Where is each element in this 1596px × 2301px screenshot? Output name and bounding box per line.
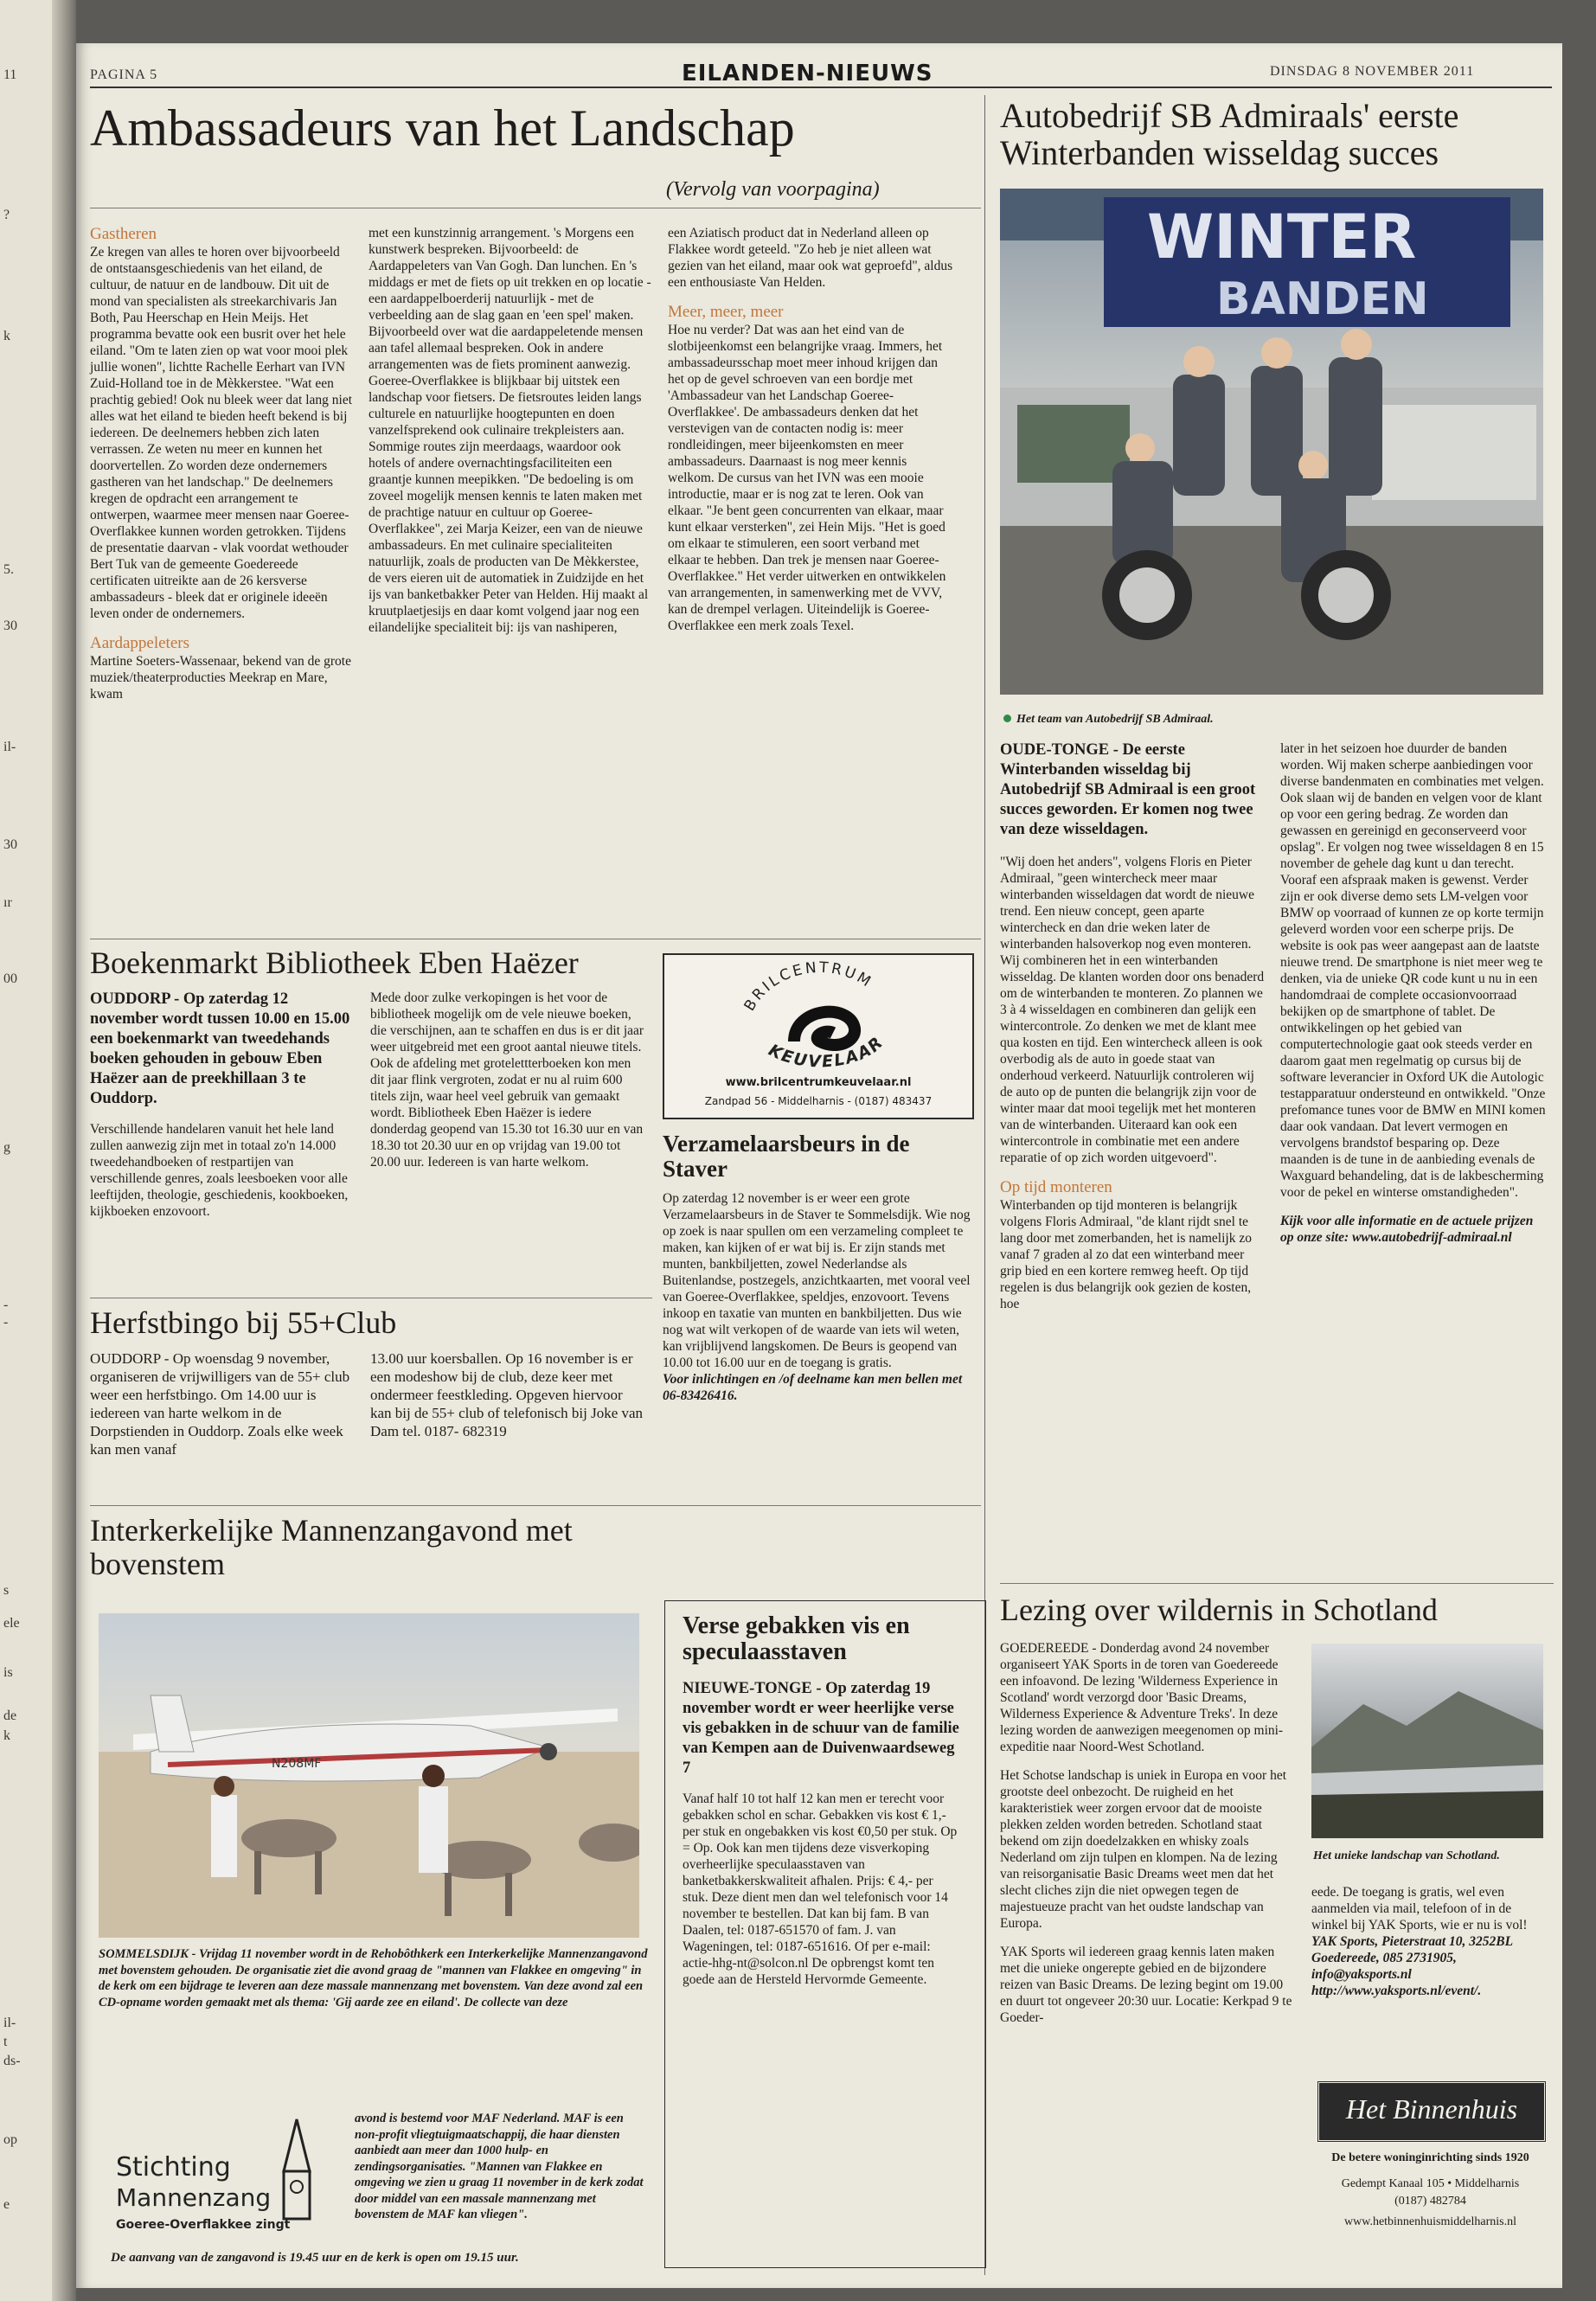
margin-fragment: il- xyxy=(3,2016,16,2030)
margin-fragment: ır xyxy=(3,895,12,910)
subheading-meer: Meer, meer, meer xyxy=(668,303,784,321)
brilcentrum-advert xyxy=(663,953,974,1119)
brilcentrum-logo xyxy=(664,955,972,1085)
logo-line-zingt: Goeree-Overflakkee zingt xyxy=(116,2218,291,2232)
yak-sports-contact: YAK Sports, Pieterstraat 10, 3252BL Goedereede, 085 2731905, info@yaksports.nl http://www.yaksports.nl/event/. xyxy=(1311,1934,1513,1998)
autobedrijf-team-photo xyxy=(1000,189,1543,695)
article-text: Op zaterdag 12 november is er weer een grote Verzamelaarsbeurs in de Staver te Sommelsdijk. Wie nog op zoek is naar spullen om een verzameling compleet te maken, kan kijken of er wat bij is. Er zijn stands met munten, bankbiljetten, zowel Nederlandse als Buitenlandse, postzegels, anzichtkaarten, met vooral veel van Goeree-Overflakkee, speldjes, enzovoort. Tevens inkoop en taxatie van munten en bankbiljetten. Dus wie nog wat wilt verkopen of de waarde van iets wil weten, kan vrijblijvend langskomen. De Beurs is geopend van 10.00 tot 16.00 uur en de toegang is gratis. xyxy=(663,1191,971,1370)
article-text: Mede door zulke verkopingen is het voor de bibliotheek mogelijk om de vele nieuwe boeken, die verschijnen, aan te schaffen en dus is er dit jaar weer uitgebreid met een groot aantal nieuwe titels. Ook de afdeling met grotelettterboeken kon men dit jaar flink vergroten, zodat er nu al ruim 600 titels zijn, waar heel veel gebruik van gemaakt wordt. Bibliotheek Eben Haëzer is iedere donderdag geopend van 15.30 tot 16.30 uur en van 18.30 tot 20.30 uur en op vrijdag van 19.00 tot 20.00 uur. Iedereen is van harte welkom. xyxy=(370,990,644,1170)
ambassadeurs-headline: Ambassadeurs van het Landschap xyxy=(90,99,795,157)
article-text: een Aziatisch product dat in Nederland alleen op Flakkee wordt geteeld. "Zo heb je niet alleen wat gezien van het eiland, maar ook wat geproefd", aldus een enthousiaste Van Helden. xyxy=(668,226,953,290)
article-text: Winterbanden op tijd monteren is belangrijk volgens Floris Admiraal, "de klant rijdt snel te lang door met zomerbanden, het is namelijk zo vanaf 7 graden al zo dat een winterband meer grip bied en een kortere remweg heeft. Op tijd regelen is dus belangrijk ook gezien de kosten, hoe xyxy=(1000,1198,1252,1311)
page-gutter-shadow xyxy=(52,0,76,2301)
margin-fragment: ? xyxy=(3,208,10,222)
ambassadeurs-col-2 xyxy=(369,225,654,636)
margin-fragment: ele xyxy=(3,1616,20,1631)
brilcentrum-arc-top: BRILCENTRUM xyxy=(740,958,876,1015)
boekenmarkt-col-2 xyxy=(370,990,647,1170)
article-text: Vanaf half 10 tot half 12 kan men er terecht voor gebakken schol en schar. Gebakken vis kost € 1,- per stuk en ongebakken vis kost €0,50 per stuk. Op = Op. Ook kan men tijdens deze visverkoping overheerlijke speculaasstaven van banketbakkerskwaliteit afhalen. Prijs: € 4,- per stuk. Deze dient men dan wel telefonisch voor 14 november te bestellen. Dat kan bij fam. B van Daalen, tel: 0187-651570 of fam. J. van Wageningen, tel: 0187-651616. Of per e-mail: actie-hhg-nt@solcon.nl De opbrengst komt ten goede aan de Hersteld Hervormde Gemeente. xyxy=(683,1791,958,1987)
binnenhuis-slogan: De betere woninginrichting sinds 1920 xyxy=(1331,2151,1529,2164)
airplane-photo-illustration xyxy=(99,1613,639,1938)
schotland-col-2 xyxy=(1311,1884,1549,1999)
mannenzang-footer: De aanvang van de zangavond is 19.45 uur en de kerk is open om 19.15 uur. xyxy=(111,2251,519,2265)
article-text: 13.00 uur koersballen. Op 16 november is er een modeshow bij de club, deze keer met ondermeer feestkleding. Opgeven hiervoor kan bij de 55+ club of telefonisch bij Joke van Dam tel. 0187- 682319 xyxy=(370,1350,644,1439)
margin-fragment: de xyxy=(3,1708,17,1723)
herfstbingo-headline: Herfstbingo bij 55+Club xyxy=(90,1305,397,1340)
ambassadeurs-col-1 xyxy=(90,225,354,702)
article-text: SOMMELSDIJK - Vrijdag 11 november wordt in de Rehobôthkerk een Interkerkelijke Mannenzangavond met bovenstem gehouden. De organisatie ziet die avond graag de "mannen van Flakkee en omgeving" in de kerk om een bijdrage te leveren aan deze massale mannenzang met bovenstem. Van deze avond zal een CD-opname worden gemaakt met als thema: 'Gij aarde zee en eiland'. De collecte van deze xyxy=(99,1947,648,2009)
margin-fragment: - xyxy=(3,1298,9,1312)
subheading-aardappeleters: Aardappeleters xyxy=(90,634,189,652)
mannenzang-caption-1 xyxy=(99,1946,652,2010)
margin-fragment: il- xyxy=(3,740,16,754)
margin-fragment: e xyxy=(3,2197,10,2212)
margin-fragment: op xyxy=(3,2132,17,2147)
banner-word-winter: WINTER xyxy=(1147,202,1417,272)
mannenzang-caption-2 xyxy=(355,2111,649,2223)
margin-fragment: - xyxy=(3,1315,9,1330)
binnenhuis-phone: (0187) 482784 xyxy=(1394,2195,1466,2208)
boekenmarkt-headline: Boekenmarkt Bibliotheek Eben Haëzer xyxy=(90,945,579,980)
landscape-illustration xyxy=(1311,1644,1543,1838)
autobedrijf-headline: Autobedrijf SB Admiraals' eerste Winterbanden wisseldag succes xyxy=(1000,96,1459,173)
article-text: YAK Sports wil iedereen graag kennis laten maken met die unieke ongerepte gebied en de bijzondere reizen van Basic Dreams. De lezing begint om 19.00 en duurt tot ongeveer 20:30 uur. Locatie: Kerkpad 9 te Goeder- xyxy=(1000,1945,1292,2025)
article-text: GOEDEREEDE - Donderdag avond 24 november organiseert YAK Sports in de toren van Goedereede een infoavond. De lezing 'Wilderness Experience in Scotland' wordt verzorgd door 'Basic Dreams, Wilderness Experience & Adventure Treks'. In deze lezing worden de aanwezigen meegenomen op mini-expeditie naar Noord-West Schotland. xyxy=(1000,1641,1284,1754)
article-text: later in het seizoen hoe duurder de banden worden. Wij maken scherpe aanbiedingen voor diverse bandenmaten en combinaties met velgen. Ook slaan wij de banden en velgen voor de klant op voor een gering bedrag. Ze worden dan gewassen en gereinigd en geconserveerd voor opslag". Er volgen nog twee wisseldagen 8 en 15 november de gehele dag kunt u dan terecht. Vooraf een afspraak maken is gewenst. Verder zijn er ook diverse demo sets LM-velgen voor BMW op voorraad of kunnen ze op korte termijn geleverd worden voor een scherpe prijs. De website is ook pas weer aangepast aan de laatste nieuwe trend. De smartphone is niet meer weg te denken, via de unieke QR code kunt u nu in een handomdraai de complete occasionvoorraad bekijken op de smartphone of tablet. De ontwikkelingen op het gebied van computertechnologie gaat ook steeds verder en daarom gaat men regelmatig op cursus bij de software leverancier in Oxford UK die Autologic testapparatuur ondersteund en ontwikkeld. "Onze prefomance tunes voor de BMW en MINI komen daar ook vandaan. Dat levert vermogen en vervolgens brandstof besparing op. Deze maanden is de tune in de aanbieding evenals de Waxguard behandeling, dat is de lakbescherming voor de pekel en winterse omstandigheden". xyxy=(1280,741,1546,1200)
autobedrijf-website-note: Kijk voor alle informatie en de actuele prijzen op onze site: www.autobedrijf-admiraal.nl xyxy=(1280,1214,1534,1245)
banner-word-banden: BANDEN xyxy=(1216,273,1429,325)
margin-fragment: k xyxy=(3,329,10,343)
herfstbingo-col-1 xyxy=(90,1349,354,1458)
binnenhuis-logo-text: Het Binnenhuis xyxy=(1345,2093,1518,2125)
binnenhuis-address: Gedempt Kanaal 105 • Middelharnis xyxy=(1341,2177,1520,2190)
article-text: OUDDORP - Op woensdag 9 november, organiseren de vrijwilligers van de 55+ club weer een herfstbingo. Om 14.00 uur is iedereen van harte welkom in de Dorpstienden in Ouddorp. Zoals elke week kan men vanaf xyxy=(90,1350,350,1458)
gebakken-body xyxy=(683,1679,959,1988)
article-text: Verschillende handelaren vanuit het hele land zullen aanwezig zijn met in totaal zo'n 14.000 tweedehandboeken of restpartijen van verschillende genres, zoals leesboeken voor alle leeftijden, theologie, geschiedenis, kookboeken, kijkboeken enzovoort. xyxy=(90,1122,349,1219)
newspaper-page xyxy=(76,43,1562,2288)
article-text: avond is bestemd voor MAF Nederland. MAF is een non-profit vliegtuigmaatschappij, die haar diensten aanbiedt aan meer dan 1000 hulp- en zendingsorganisaties. "Mannen van Flakkee en omgeving we zien u graag 11 november in de kerk zodat door middel van een massale mannenzang met bovenstem de MAF kan vliegen". xyxy=(355,2112,644,2221)
header-rule xyxy=(90,87,1552,88)
brilcentrum-address: Zandpad 56 - Middelharnis - (0187) 483437 xyxy=(704,1095,933,1107)
section-rule xyxy=(1000,1583,1554,1584)
brilcentrum-url: www.brilcentrumkeuvelaar.nl xyxy=(725,1076,912,1089)
page-number: PAGINA 5 xyxy=(90,67,158,82)
binnenhuis-advert xyxy=(1311,2072,1549,2271)
margin-fragment: 30 xyxy=(3,837,17,852)
margin-fragment: s xyxy=(3,1583,10,1598)
herfstbingo-col-2 xyxy=(370,1349,647,1440)
logo-line-stichting: Stichting xyxy=(116,2152,231,2182)
autobedrijf-col-1 xyxy=(1000,740,1268,1312)
margin-fragment: 11 xyxy=(3,67,17,82)
margin-fragment: is xyxy=(3,1665,13,1680)
verzamelaarsbeurs-headline: Verzamelaarsbeurs in de Staver xyxy=(663,1131,910,1183)
article-text: Ze kregen van alles te horen over bijvoorbeeld de ontstaansgeschiedenis van het eiland, de cultuur, de natuur en de landbouw. Dit uit de mond van specialisten als streekarchivaris Jan Both, Pau Heerschap en Hein Meijs. Het programma bevatte ook een busrit over het hele eiland. "Om te laten zien op wat voor mooi plek jullie wonen", lichtte Rachelle Eerhart van IVN Zuid-Holland toe in de Mèkkerstee. "Wat een prachtig gebied! Ook nu bleek weer dat lang niet alles wat het eiland te bieden heeft bekend is bij iedereen. De deelnemers hebben zich laten verrassen. Ze weten nu meer en kunnen het doorvertellen. Zo worden deze ondernemers gastheren van het landschap." De deelnemers kregen de opdracht een arrangement te ontwerpen, waarmee meer mensen naar Goeree-Overflakkee kunnen worden getrokken. Tijdens de presentatie daarvan - vlak voordat wethouder Bert Tuk van de gemeente Goedereede certificaten uitreikte aan de 26 kersverse ambassadeurs - bleek dat er originele ideeën leven onder de ondernemers. xyxy=(90,245,352,621)
caption-text: Het team van Autobedrijf SB Admiraal. xyxy=(1016,713,1214,726)
schotland-headline: Lezing over wildernis in Schotland xyxy=(1000,1593,1438,1627)
schotland-col-1 xyxy=(1000,1640,1294,2026)
binnenhuis-url: www.hetbinnenhuismiddelharnis.nl xyxy=(1344,2215,1516,2228)
margin-fragment: 30 xyxy=(3,619,17,633)
schotland-caption: Het unieke landschap van Schotland. xyxy=(1313,1849,1500,1862)
scotland-landscape-photo xyxy=(1311,1644,1543,1838)
article-text: eede. De toegang is gratis, wel even aanmelden via mail, telefoon of in de winkel bij YAK Sports, wie er nu is vol! xyxy=(1311,1885,1528,1932)
subheading-op-tijd: Op tijd monteren xyxy=(1000,1178,1112,1196)
autobedrijf-lead: OUDE-TONGE - De eerste Winterbanden wisseldag bij Autobedrijf SB Admiraal is een groot succes geworden. Er komen nog twee van deze wisseldagen. xyxy=(1000,741,1256,838)
boekenmarkt-col-1 xyxy=(90,990,358,1220)
margin-fragment: 00 xyxy=(3,971,17,986)
gebakken-vis-box xyxy=(664,1600,986,2268)
section-rule xyxy=(90,1505,981,1506)
subheading-gastheren: Gastheren xyxy=(90,225,157,243)
autobedrijf-caption xyxy=(1003,713,1214,727)
article-text: "Wij doen het anders", volgens Floris en Pieter Admiraal, "geen wintercheck meer maar winterbanden wisseldagen dat wordt de nieuwe trend. Een nieuw concept, geen aparte wintercheck en dan drie weken later de winterbanden halsoverkop nog even monteren. Wij combineren het in een winterbanden wisseldag. De klanten worden door ons benaderd om de winterbanden te monteren. Zo plannen we 3 à 4 wisseldagen en combineren dan gelijk een wintercontrole. Zo denken we met de klant mee qua kosten en tijd. Een wintercheck alleen is ook overbodig als de auto in goede staat van onderhoud verkeerd. Natuurlijk controleren wij de auto op de punten die belangrijk zijn voor de winter maar dat mooi tegelijk met het monteren van de winterbanden. Uiteraard kan ook een wintercontrole in combinatie met een andere reparatie of op zich worden uitgevoerd". xyxy=(1000,855,1265,1165)
brilcentrum-arc-bottom: KEUVELAAR xyxy=(765,1032,888,1072)
autobedrijf-col-2 xyxy=(1280,740,1548,1246)
article-text: Het Schotse landschap is uniek in Europa en voor het grootste deel onbezocht. De ruigheid en het karakteristiek weer zorgen ervoor dat de mooiste plekken zelden worden betreden. Schotland staat bekend om zijn doedelzakken en whisky zoals Nederland om zijn tulpen en klompen. Na de lezing van reisorganisatie Basic Dreams weet men dat het slecht cliches zijn die niet opwegen tegen de majestueuze pracht van het oudste landschap van Europa. xyxy=(1000,1768,1287,1931)
verzamelaarsbeurs-contact: Voor inlichtingen en /of deelname kan men bellen met 06-83426416. xyxy=(663,1372,963,1403)
article-text: met een kunstzinnig arrangement. 's Morgens een kunstwerk bespreken. Bijvoorbeeld: de Aardappeleters van Van Gogh. Dan lunchen. En 's middags er met de fiets op uit trekken en op locatie - een aardappelboerderij natuurlijk - met de verbeelding aan de slag gaan en 'een spel' maken. Bijvoorbeeld over wat die aardappeletende mensen aan tafel allemaal bespreken. Ook in andere arrangementen was de fiets prominent aanwezig. Goeree-Overflakkee is blijkbaar bij uitstek een landschap voor fietsers. De fietsroutes leiden langs culturele en natuurlijke hoogtepunten en doen vanzelfsprekend ook culinaire trekpleisters aan. Sommige routes zijn meerdaags, waardoor ook hotels of andere overnachtingsfaciliteiten een graantje kunnen meepikken. "De bedoeling is om zoveel mogelijk mensen kennis te laten maken met de prachtige natuur en cultuur op Goeree-Overflakkee", zei Marja Keizer, een van de nieuwe ambassadeurs. En met culinaire specialiteiten natuurlijk, zoals de producten van De Mèkkerstee, de vers eieren uit de automatiek in Zuidzijde en het ijs van banketbakker Peter van Helden. Hij maakt al kruutplaetjesijs en daar komt volgend jaar nog een eilandelijke specialiteit bij: ijs van nashiperen, xyxy=(369,226,651,635)
issue-date: DINSDAG 8 NOVEMBER 2011 xyxy=(1270,64,1475,79)
gebakken-lead: NIEUWE-TONGE - Op zaterdag 19 november wordt er weer heerlijke verse vis gebakken in de schuur van de familie van Kempen aan de Duivenwaardseweg 7 xyxy=(683,1680,959,1777)
article-text: Martine Soeters-Wassenaar, bekend van de grote muziek/theaterproducties Meekrap en Mare, kwam xyxy=(90,654,351,702)
article-text: Hoe nu verder? Dat was aan het eind van de slotbijeenkomst een belangrijke vraag. Immers, het ambassadeursschap moet meer inhoud krijgen dan het op de gevel schroeven van een bordje met 'Ambassadeur van het Landschap Goeree-Overflakkee'. De ambassadeurs denken dat het verstevigen van de contacten nodig is: meer rondleidingen, meer bijeenkomsten en meer ambassadeurs. Daarnaast is nog meer kennis welkom. De cursus van het IVN was een mooie introductie, maar er is nog zat te leren. Ook van elkaar. "Je bent geen concurrenten van elkaar, maar kunt elkaar versterken", zei Hein Mijs. "Het is goed om elkaar te stimuleren, een soort verband met elkaar te hebben. Dan trek je mensen naar Goeree-Overflakkee." Het verder uitwerken en ontwikkelen van arrangementen, in samenwerking met de VVV, kan de drempel verlagen. Uiteindelijk is Goeree-Overflakkee een merk zoals Texel. xyxy=(668,323,946,633)
logo-line-mannenzang: Mannenzang xyxy=(116,2183,272,2212)
margin-fragment: k xyxy=(3,1728,10,1743)
margin-fragment: t xyxy=(3,2035,8,2049)
gebakken-headline: Verse gebakken vis en speculaasstaven xyxy=(683,1612,910,1666)
plane-registration: N208MF xyxy=(272,1757,322,1771)
margin-fragment: g xyxy=(3,1140,10,1155)
maf-airplane-photo xyxy=(99,1613,639,1938)
margin-fragment: ds- xyxy=(3,2054,21,2068)
boekenmarkt-lead: OUDDORP - Op zaterdag 12 november wordt tussen 10.00 en 15.00 een boekenmarkt van tweedehands boeken gehouden in gebouw Eben Haëzer aan de preekhillaan 3 te Ouddorp. xyxy=(90,990,350,1107)
stichting-mannenzang-logo xyxy=(111,2111,344,2240)
continued-note: (Vervolg van voorpagina) xyxy=(666,178,880,201)
binnenhuis-logo xyxy=(1317,2080,1547,2143)
verzamelaarsbeurs-body xyxy=(663,1190,974,1404)
masthead-logo: EILANDEN-NIEUWS xyxy=(682,61,933,87)
previous-page-edge xyxy=(0,0,76,2301)
caption-bullet-icon xyxy=(1003,715,1011,722)
brilcentrum-swoosh-icon xyxy=(794,1012,855,1045)
team-photo-illustration xyxy=(1000,189,1543,695)
margin-fragment: 5. xyxy=(3,562,14,577)
ambassadeurs-col-3 xyxy=(668,225,953,634)
mannenzang-headline: Interkerkelijke Mannenzangavond met bovenstem xyxy=(90,1513,573,1581)
